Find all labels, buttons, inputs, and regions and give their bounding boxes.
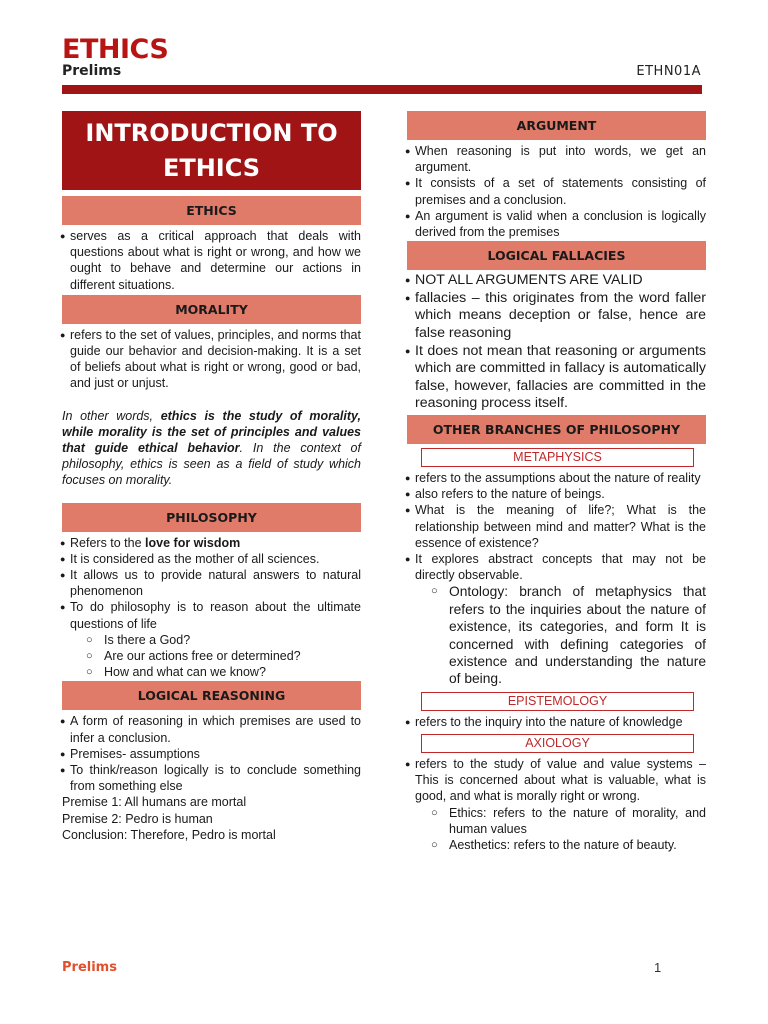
axiology-list bbox=[407, 756, 706, 805]
morality-summary-paragraph bbox=[62, 408, 361, 489]
para-rest: . In the context of philosophy, ethics is seen as a field of study which focuses on morality. bbox=[62, 441, 361, 488]
list-item: ● Premises- assumptions bbox=[62, 746, 361, 762]
list-item: ● fallacies – this originates from the word faller which means deception or false, hence are false reasoning bbox=[407, 290, 706, 343]
philosophy-list bbox=[62, 535, 361, 632]
epistemology-label: EPISTEMOLOGY bbox=[421, 692, 694, 711]
right-column bbox=[407, 111, 706, 853]
section-morality-heading: MORALITY bbox=[62, 295, 361, 324]
title-line-1: INTRODUCTION TO bbox=[85, 118, 338, 147]
metaphysics-sublist bbox=[407, 583, 706, 687]
philosophy-questions bbox=[62, 632, 361, 681]
list-item: ● also refers to the nature of beings. bbox=[407, 486, 706, 502]
para-intro: In other words, bbox=[62, 408, 161, 423]
epistemology-list bbox=[407, 714, 706, 730]
section-logical-reasoning-heading: LOGICAL REASONING bbox=[62, 681, 361, 710]
list-item: ● When reasoning is put into words, we get an argument. bbox=[407, 143, 706, 175]
footer-label: Prelims bbox=[62, 960, 117, 975]
header-rule bbox=[62, 85, 702, 94]
list-item: ● It consists of a set of statements consisting of premises and a conclusion. bbox=[407, 175, 706, 207]
list-item: ● refers to the study of value and value systems – This is concerned about what is valuable, what is good, and what is morally right or wrong. bbox=[407, 756, 706, 805]
list-item: ● refers to the assumptions about the nature of reality bbox=[407, 470, 706, 486]
list-item: ○ How and what can we know? bbox=[84, 664, 361, 680]
list-item: ○ Ontology: branch of metaphysics that refers to the inquiries about the nature of existence, its categories, and form It is concerned with defining categories of existence and understanding the nature of being. bbox=[429, 583, 706, 687]
axiology-label: AXIOLOGY bbox=[421, 734, 694, 753]
metaphysics-list bbox=[407, 470, 706, 583]
page-number: 1 bbox=[654, 960, 662, 975]
list-item: ● refers to the inquiry into the nature of knowledge bbox=[407, 714, 706, 730]
list-item: ○ Are our actions free or determined? bbox=[84, 648, 361, 664]
list-item: ○ Is there a God? bbox=[84, 632, 361, 648]
list-item: ● A form of reasoning in which premises are used to infer a conclusion. bbox=[62, 713, 361, 745]
list-item: ● It explores abstract concepts that may not be directly observable. bbox=[407, 551, 706, 583]
section-other-branches-heading: OTHER BRANCHES OF PHILOSOPHY bbox=[407, 415, 706, 444]
fallacies-list bbox=[407, 272, 706, 413]
list-item-prefix: Refers to the bbox=[70, 535, 146, 550]
list-item: ● An argument is valid when a conclusion is logically derived from the premises bbox=[407, 208, 706, 240]
list-item: ● To think/reason logically is to conclude something from something else bbox=[62, 762, 361, 794]
list-item: ● It does not mean that reasoning or arguments which are committed in fallacy is automatically false, however, fallacies are committed in the reasoning process itself. bbox=[407, 343, 706, 413]
document-title bbox=[62, 111, 361, 190]
list-item: ○ Ethics: refers to the nature of morality, and human values bbox=[429, 805, 706, 837]
argument-list bbox=[407, 143, 706, 240]
list-item: ○ Aesthetics: refers to the nature of beauty. bbox=[429, 837, 706, 853]
conclusion-line: Conclusion: Therefore, Pedro is mortal bbox=[62, 827, 276, 842]
brand-title: ETHICS bbox=[62, 34, 169, 65]
ethics-list bbox=[62, 228, 361, 293]
list-item: ● NOT ALL ARGUMENTS ARE VALID bbox=[407, 272, 706, 290]
left-column bbox=[62, 111, 361, 843]
course-code: ETHN01A bbox=[636, 64, 701, 79]
list-item: ● To do philosophy is to reason about the ultimate questions of life bbox=[62, 599, 361, 631]
section-logical-fallacies-heading: LOGICAL FALLACIES bbox=[407, 241, 706, 270]
list-item: ● It is considered as the mother of all sciences. bbox=[62, 551, 361, 567]
list-item: ● What is the meaning of life?; What is the relationship between mind and matter? What is the essence of existence? bbox=[407, 502, 706, 551]
metaphysics-label: METAPHYSICS bbox=[421, 448, 694, 467]
title-line-2: ETHICS bbox=[162, 153, 261, 182]
morality-list bbox=[62, 327, 361, 392]
section-ethics-heading: ETHICS bbox=[62, 196, 361, 225]
para-bold: ethics is the study of morality, while morality is the set of principles and values that guide ethical behavior bbox=[62, 408, 362, 456]
logical-reasoning-list bbox=[62, 713, 361, 794]
list-item-bold: love for wisdom bbox=[145, 535, 241, 550]
list-item: ● serves as a critical approach that deals with questions about what is right or wrong, and how we ought to behave and determine our actions in different situations. bbox=[62, 228, 361, 293]
header-subtitle: Prelims bbox=[62, 63, 122, 79]
list-item bbox=[62, 535, 361, 551]
list-item: ● It allows us to provide natural answers to natural phenomenon bbox=[62, 567, 361, 599]
section-argument-heading: ARGUMENT bbox=[407, 111, 706, 140]
list-item: ● refers to the set of values, principles, and norms that guide our behavior and decision-making. It is a set of beliefs about what is right or wrong, good or bad, and just or unjust. bbox=[62, 327, 361, 392]
axiology-sublist bbox=[407, 805, 706, 854]
section-philosophy-heading: PHILOSOPHY bbox=[62, 503, 361, 532]
premise-line: Premise 2: Pedro is human bbox=[62, 811, 213, 826]
premise-line: Premise 1: All humans are mortal bbox=[62, 795, 247, 810]
